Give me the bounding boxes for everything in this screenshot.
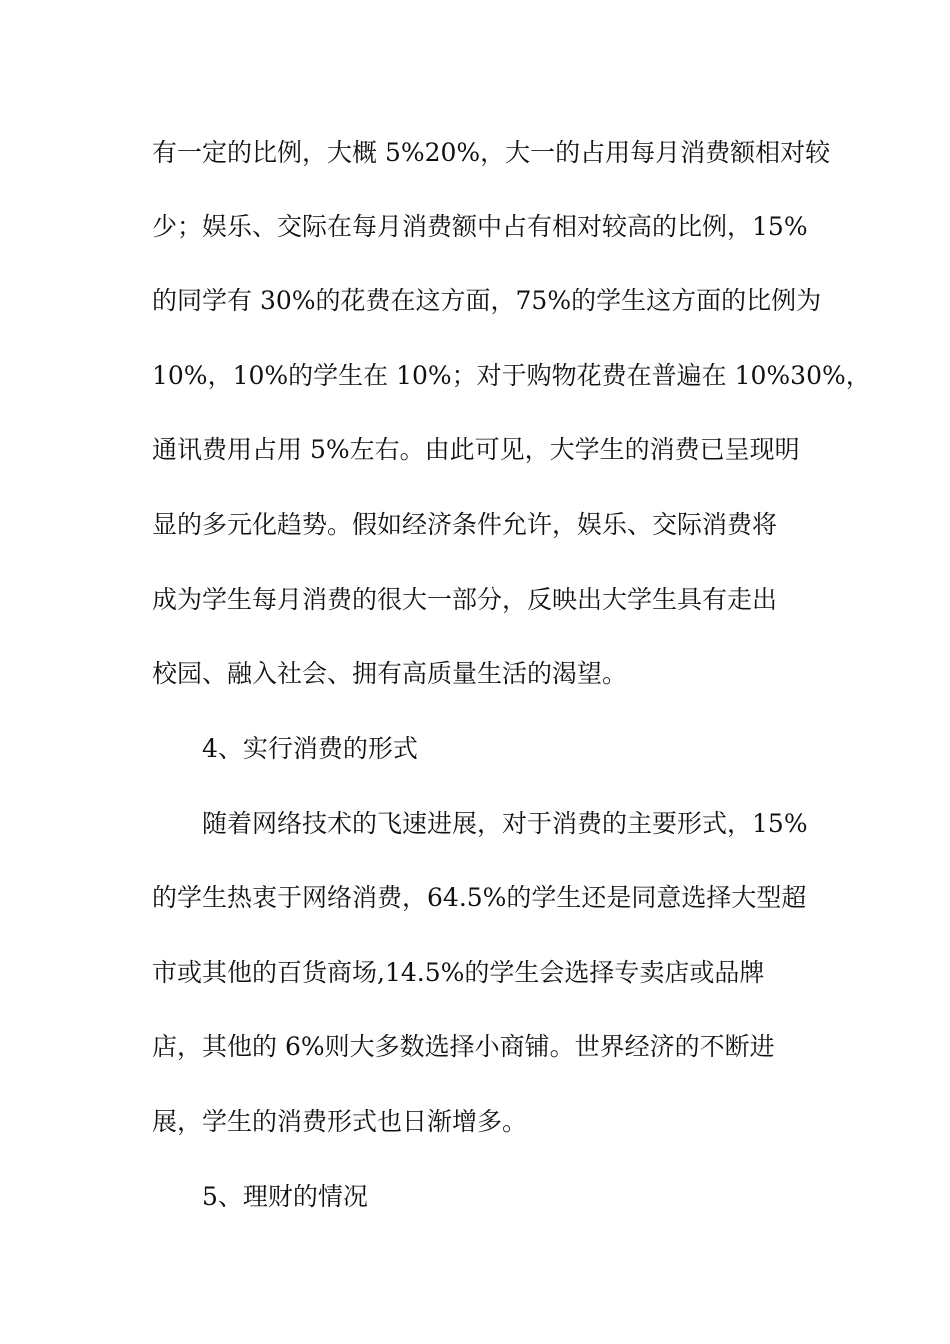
paragraph-line: 校园、融入社会、拥有高质量生活的渴望。 [152,659,628,688]
section-heading-5: 5、理财的情况 [202,1182,368,1211]
paragraph-line: 市或其他的百货商场,14.5%的学生会选择专卖店或品牌 [152,958,765,987]
section-heading-4: 4、实行消费的形式 [202,734,418,763]
paragraph-line: 的学生热衷于网络消费，64.5%的学生还是同意选择大型超 [152,883,807,912]
paragraph-line: 随着网络技术的飞速进展，对于消费的主要形式，15% [202,809,808,838]
paragraph-line: 展，学生的消费形式也日渐增多。 [152,1107,528,1136]
paragraph-line: 有一定的比例，大概 5%20%，大一的占用每月消费额相对较 [152,138,831,167]
paragraph-line: 的同学有 30%的花费在这方面，75%的学生这方面的比例为 [152,286,822,315]
paragraph-line: 少；娱乐、交际在每月消费额中占有相对较高的比例，15% [152,212,808,241]
paragraph-line: 店，其他的 6%则大多数选择小商铺。世界经济的不断进 [152,1032,775,1061]
paragraph-line: 通讯费用占用 5%左右。由此可见，大学生的消费已呈现明 [152,435,800,464]
paragraph-line: 成为学生每月消费的很大一部分，反映出大学生具有走出 [152,585,778,614]
paragraph-line: 显的多元化趋势。假如经济条件允许，娱乐、交际消费将 [152,510,778,539]
paragraph-line: 10%，10%的学生在 10%；对于购物花费在普遍在 10%30%， [152,361,871,390]
